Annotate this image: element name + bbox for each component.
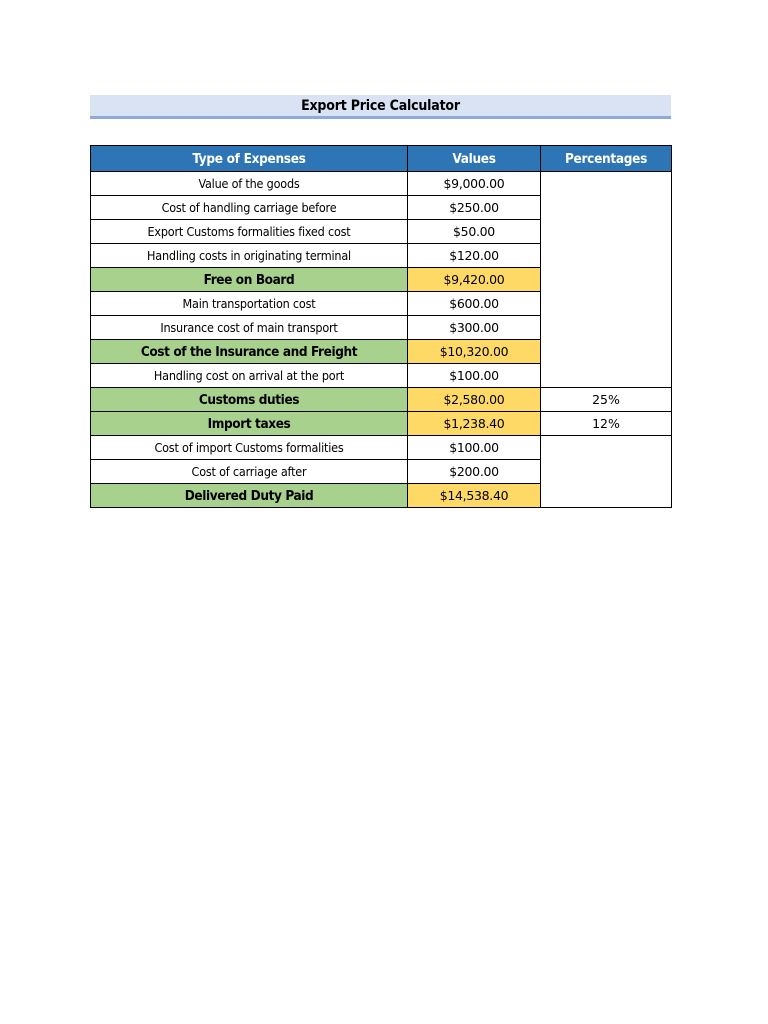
header-percentages: Percentages bbox=[541, 146, 672, 172]
expense-value: $9,000.00 bbox=[408, 172, 541, 196]
title-bar bbox=[90, 95, 671, 119]
table-row bbox=[91, 436, 672, 460]
expense-table bbox=[90, 145, 672, 508]
expense-label: Main transportation cost bbox=[91, 292, 408, 316]
expense-value: $100.00 bbox=[408, 364, 541, 388]
header-type-of-expenses: Type of Expenses bbox=[91, 146, 408, 172]
expense-label: Cost of import Customs formalities bbox=[91, 436, 408, 460]
subtotal-label: Import taxes bbox=[91, 412, 408, 436]
expense-label: Handling cost on arrival at the port bbox=[91, 364, 408, 388]
subtotal-label: Free on Board bbox=[91, 268, 408, 292]
subtotal-label: Delivered Duty Paid bbox=[91, 484, 408, 508]
expense-value: $600.00 bbox=[408, 292, 541, 316]
expense-value: $250.00 bbox=[408, 196, 541, 220]
expense-label: Handling costs in originating terminal bbox=[91, 244, 408, 268]
percentage-value: 25% bbox=[541, 388, 672, 412]
subtotal-row-customs-duties bbox=[91, 388, 672, 412]
header-values: Values bbox=[408, 146, 541, 172]
expense-value: $300.00 bbox=[408, 316, 541, 340]
expense-value: $100.00 bbox=[408, 436, 541, 460]
expense-label: Insurance cost of main transport bbox=[91, 316, 408, 340]
expense-label: Export Customs formalities fixed cost bbox=[91, 220, 408, 244]
expense-value: $50.00 bbox=[408, 220, 541, 244]
expense-label: Value of the goods bbox=[91, 172, 408, 196]
subtotal-row-import-taxes bbox=[91, 412, 672, 436]
subtotal-value: $9,420.00 bbox=[408, 268, 541, 292]
expense-value: $120.00 bbox=[408, 244, 541, 268]
percentage-empty-cell bbox=[541, 172, 672, 388]
subtotal-label: Customs duties bbox=[91, 388, 408, 412]
expense-value: $200.00 bbox=[408, 460, 541, 484]
percentage-empty-cell bbox=[541, 436, 672, 508]
subtotal-value: $2,580.00 bbox=[408, 388, 541, 412]
page-title: Export Price Calculator bbox=[301, 97, 460, 114]
percentage-value: 12% bbox=[541, 412, 672, 436]
table-header-row bbox=[91, 146, 672, 172]
subtotal-value: $14,538.40 bbox=[408, 484, 541, 508]
subtotal-value: $10,320.00 bbox=[408, 340, 541, 364]
table-row bbox=[91, 172, 672, 196]
expense-label: Cost of carriage after bbox=[91, 460, 408, 484]
expense-label: Cost of handling carriage before bbox=[91, 196, 408, 220]
subtotal-value: $1,238.40 bbox=[408, 412, 541, 436]
subtotal-label: Cost of the Insurance and Freight bbox=[91, 340, 408, 364]
